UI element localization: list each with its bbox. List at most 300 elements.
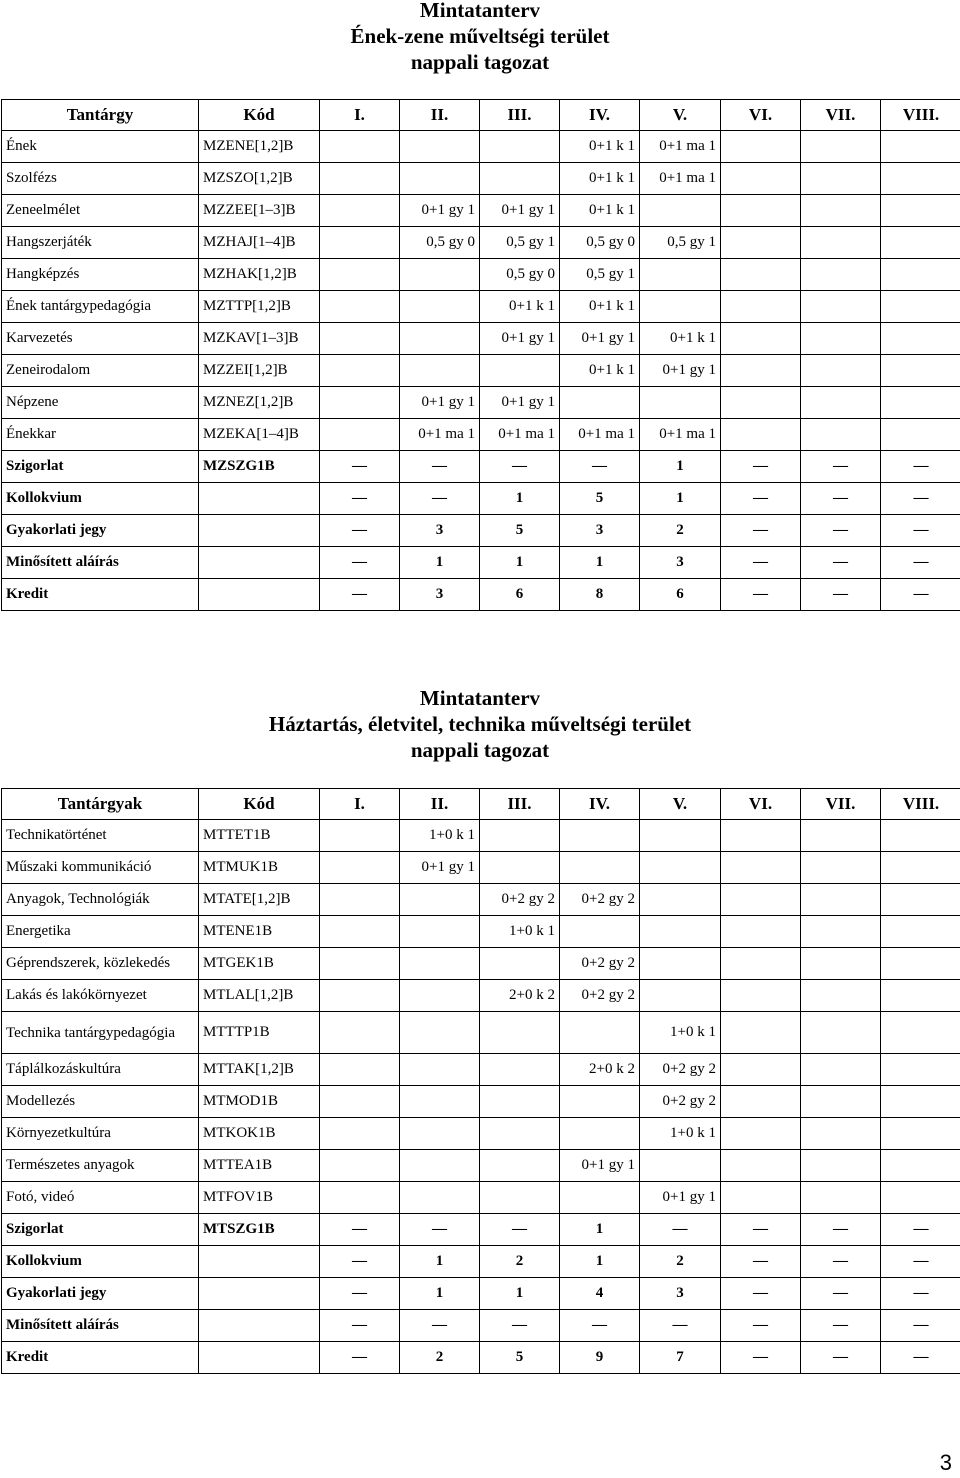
semester-cell	[801, 387, 881, 419]
semester-cell	[400, 1086, 480, 1118]
semester-cell	[320, 163, 400, 195]
semester-cell	[881, 419, 960, 451]
summary-label: Kollokvium	[2, 1246, 199, 1278]
table-row	[2, 355, 960, 387]
semester-cell	[640, 916, 721, 948]
semester-cell	[801, 259, 881, 291]
table-row	[2, 1012, 960, 1054]
semester-cell: 0+1 ma 1	[640, 419, 721, 451]
summary-value: —	[881, 451, 960, 483]
semester-cell: 0+1 gy 1	[560, 1150, 640, 1182]
semester-cell	[480, 1118, 560, 1150]
semester-cell	[320, 195, 400, 227]
section2-table	[1, 788, 960, 1374]
summary-value: —	[480, 1214, 560, 1246]
semester-cell: 1+0 k 1	[480, 916, 560, 948]
summary-code	[199, 515, 320, 547]
semester-cell	[801, 980, 881, 1012]
summary-code	[199, 547, 320, 579]
semester-cell	[721, 419, 801, 451]
semester-cell	[320, 852, 400, 884]
summary-row	[2, 483, 960, 515]
semester-cell: 0+1 ma 1	[640, 163, 721, 195]
semester-cell	[320, 259, 400, 291]
summary-value: —	[320, 579, 400, 611]
subject-name: Környezetkultúra	[2, 1118, 199, 1150]
column-header: II.	[400, 789, 480, 820]
semester-cell	[801, 1012, 881, 1054]
summary-code	[199, 1342, 320, 1374]
subject-code: MZTTP[1,2]B	[199, 291, 320, 323]
semester-cell	[400, 259, 480, 291]
semester-cell	[640, 820, 721, 852]
summary-value: 6	[640, 579, 721, 611]
subject-name: Természetes anyagok	[2, 1150, 199, 1182]
summary-value: 3	[640, 1278, 721, 1310]
summary-value: —	[721, 1246, 801, 1278]
summary-value: —	[320, 1342, 400, 1374]
semester-cell	[881, 355, 960, 387]
summary-value: —	[801, 1278, 881, 1310]
table-row	[2, 163, 960, 195]
section1-title	[0, 0, 960, 75]
summary-value: —	[881, 547, 960, 579]
semester-cell	[480, 1086, 560, 1118]
subject-name: Géprendszerek, közlekedés	[2, 948, 199, 980]
semester-cell: 0+2 gy 2	[560, 884, 640, 916]
summary-value: 2	[640, 1246, 721, 1278]
semester-cell	[881, 948, 960, 980]
summary-value: 5	[480, 1342, 560, 1374]
subject-name: Hangképzés	[2, 259, 199, 291]
semester-cell	[320, 1054, 400, 1086]
semester-cell	[801, 291, 881, 323]
summary-label: Gyakorlati jegy	[2, 515, 199, 547]
summary-value: —	[320, 451, 400, 483]
summary-value: —	[400, 1310, 480, 1342]
subject-name: Ének	[2, 131, 199, 163]
semester-cell	[400, 163, 480, 195]
semester-cell: 0+1 gy 1	[560, 323, 640, 355]
summary-label: Kredit	[2, 1342, 199, 1374]
summary-value: 1	[400, 1246, 480, 1278]
semester-cell	[320, 1118, 400, 1150]
summary-value: —	[721, 483, 801, 515]
semester-cell	[881, 259, 960, 291]
column-header: VI.	[721, 100, 801, 131]
semester-cell	[320, 387, 400, 419]
semester-cell	[801, 852, 881, 884]
semester-cell	[721, 980, 801, 1012]
column-header: II.	[400, 100, 480, 131]
semester-cell: 0+1 k 1	[640, 323, 721, 355]
summary-value: —	[320, 483, 400, 515]
summary-value: —	[721, 515, 801, 547]
semester-cell	[400, 1150, 480, 1182]
summary-value: 3	[400, 515, 480, 547]
summary-code	[199, 1246, 320, 1278]
semester-cell	[721, 820, 801, 852]
summary-value: 2	[480, 1246, 560, 1278]
semester-cell: 0+1 gy 1	[480, 387, 560, 419]
semester-cell	[801, 355, 881, 387]
column-header: VIII.	[881, 789, 960, 820]
summary-value: 5	[560, 483, 640, 515]
semester-cell	[320, 820, 400, 852]
summary-value: —	[320, 547, 400, 579]
summary-value: 1	[560, 1214, 640, 1246]
semester-cell	[801, 323, 881, 355]
column-header: III.	[480, 100, 560, 131]
semester-cell	[640, 884, 721, 916]
semester-cell	[400, 1118, 480, 1150]
summary-code	[199, 483, 320, 515]
section1-table	[1, 99, 960, 611]
summary-row	[2, 1342, 960, 1374]
semester-cell	[721, 291, 801, 323]
semester-cell	[881, 163, 960, 195]
summary-value: —	[881, 483, 960, 515]
summary-row	[2, 579, 960, 611]
semester-cell	[640, 948, 721, 980]
summary-value: —	[801, 451, 881, 483]
table-row	[2, 1086, 960, 1118]
subject-code: MTTAK[1,2]B	[199, 1054, 320, 1086]
section2-title-line: nappali tagozat	[410, 738, 550, 762]
summary-code: MZSZG1B	[199, 451, 320, 483]
summary-row	[2, 451, 960, 483]
semester-cell	[721, 387, 801, 419]
semester-cell: 0+2 gy 2	[640, 1054, 721, 1086]
summary-value: 1	[560, 1246, 640, 1278]
section2-title-line: Mintatanterv	[419, 686, 541, 710]
semester-cell: 0+1 gy 1	[400, 195, 480, 227]
semester-cell: 0+1 gy 1	[480, 323, 560, 355]
subject-code: MTKOK1B	[199, 1118, 320, 1150]
semester-cell	[721, 916, 801, 948]
section2-title-line: Háztartás, életvitel, technika műveltségi terület	[268, 712, 692, 736]
summary-code	[199, 1310, 320, 1342]
semester-cell: 0,5 gy 0	[400, 227, 480, 259]
summary-value: 3	[400, 579, 480, 611]
table-header-row	[2, 789, 960, 820]
subject-code: MTGEK1B	[199, 948, 320, 980]
summary-label: Szigorlat	[2, 451, 199, 483]
column-header: VI.	[721, 789, 801, 820]
subject-code: MTLAL[1,2]B	[199, 980, 320, 1012]
semester-cell	[560, 916, 640, 948]
summary-value: —	[721, 1342, 801, 1374]
semester-cell: 0+1 k 1	[560, 291, 640, 323]
semester-cell: 0+1 gy 1	[640, 355, 721, 387]
column-header: V.	[640, 789, 721, 820]
semester-cell	[881, 884, 960, 916]
semester-cell	[320, 131, 400, 163]
summary-value: —	[801, 579, 881, 611]
table-row	[2, 1118, 960, 1150]
semester-cell	[801, 948, 881, 980]
semester-cell	[801, 1118, 881, 1150]
page-number: 3	[939, 1450, 952, 1475]
table-row	[2, 1150, 960, 1182]
summary-value: 1	[640, 451, 721, 483]
semester-cell	[400, 323, 480, 355]
semester-cell	[320, 291, 400, 323]
semester-cell	[480, 820, 560, 852]
summary-value: —	[320, 1214, 400, 1246]
semester-cell	[320, 1012, 400, 1054]
semester-cell	[480, 1182, 560, 1214]
semester-cell: 1+0 k 1	[400, 820, 480, 852]
summary-value: —	[721, 1278, 801, 1310]
semester-cell	[640, 387, 721, 419]
semester-cell: 0+1 ma 1	[560, 419, 640, 451]
semester-cell	[560, 387, 640, 419]
summary-value: —	[881, 1246, 960, 1278]
summary-value: 6	[480, 579, 560, 611]
semester-cell	[640, 291, 721, 323]
semester-cell: 0,5 gy 0	[480, 259, 560, 291]
semester-cell	[881, 195, 960, 227]
semester-cell	[881, 1054, 960, 1086]
semester-cell	[640, 259, 721, 291]
subject-name: Műszaki kommunikáció	[2, 852, 199, 884]
column-header: IV.	[560, 100, 640, 131]
semester-cell	[801, 1182, 881, 1214]
semester-cell	[320, 355, 400, 387]
subject-name: Energetika	[2, 916, 199, 948]
summary-row	[2, 1214, 960, 1246]
summary-value: —	[480, 1310, 560, 1342]
semester-cell	[721, 852, 801, 884]
semester-cell	[881, 1150, 960, 1182]
semester-cell	[560, 1086, 640, 1118]
semester-cell	[400, 980, 480, 1012]
semester-cell	[881, 852, 960, 884]
summary-code: MTSZG1B	[199, 1214, 320, 1246]
semester-cell	[881, 1118, 960, 1150]
table-row	[2, 291, 960, 323]
summary-row	[2, 1246, 960, 1278]
semester-cell	[640, 980, 721, 1012]
semester-cell	[480, 1150, 560, 1182]
semester-cell	[881, 1012, 960, 1054]
semester-cell	[881, 291, 960, 323]
semester-cell	[400, 916, 480, 948]
summary-value: —	[640, 1214, 721, 1246]
semester-cell: 0+1 gy 1	[640, 1182, 721, 1214]
summary-value: —	[400, 451, 480, 483]
subject-code: MZZEI[1,2]B	[199, 355, 320, 387]
semester-cell	[480, 852, 560, 884]
summary-value: —	[480, 451, 560, 483]
semester-cell	[881, 820, 960, 852]
semester-cell	[721, 227, 801, 259]
summary-value: —	[400, 1214, 480, 1246]
semester-cell	[320, 419, 400, 451]
summary-value: —	[320, 1278, 400, 1310]
semester-cell: 0+2 gy 2	[560, 948, 640, 980]
semester-cell	[320, 884, 400, 916]
summary-value: —	[801, 1342, 881, 1374]
section1-title-line: nappali tagozat	[410, 50, 550, 74]
table-row	[2, 884, 960, 916]
summary-value: —	[881, 1310, 960, 1342]
summary-value: —	[560, 1310, 640, 1342]
summary-value: 2	[640, 515, 721, 547]
subject-name: Karvezetés	[2, 323, 199, 355]
semester-cell	[320, 1150, 400, 1182]
subject-code: MZHAJ[1–4]B	[199, 227, 320, 259]
subject-code: MZSZO[1,2]B	[199, 163, 320, 195]
semester-cell	[801, 1150, 881, 1182]
semester-cell	[400, 131, 480, 163]
summary-row	[2, 1278, 960, 1310]
table-row	[2, 227, 960, 259]
summary-value: 4	[560, 1278, 640, 1310]
semester-cell	[560, 1182, 640, 1214]
semester-cell	[881, 980, 960, 1012]
subject-name: Zeneirodalom	[2, 355, 199, 387]
summary-code	[199, 579, 320, 611]
summary-value: 5	[480, 515, 560, 547]
column-header: Tantárgyak	[2, 789, 199, 820]
subject-name: Táplálkozáskultúra	[2, 1054, 199, 1086]
table-row	[2, 980, 960, 1012]
summary-value: —	[560, 451, 640, 483]
semester-cell	[480, 355, 560, 387]
semester-cell	[560, 1118, 640, 1150]
column-header: VII.	[801, 789, 881, 820]
table-header-row	[2, 100, 960, 131]
semester-cell	[721, 195, 801, 227]
section1-title-line: Ének-zene műveltségi terület	[350, 24, 610, 48]
subject-code: MTMUK1B	[199, 852, 320, 884]
table-row	[2, 1054, 960, 1086]
summary-label: Minősített aláírás	[2, 1310, 199, 1342]
semester-cell	[721, 355, 801, 387]
semester-cell: 0+1 ma 1	[400, 419, 480, 451]
semester-cell	[640, 1150, 721, 1182]
column-header: III.	[480, 789, 560, 820]
semester-cell: 2+0 k 2	[480, 980, 560, 1012]
column-header: IV.	[560, 789, 640, 820]
summary-label: Kollokvium	[2, 483, 199, 515]
subject-code: MTENE1B	[199, 916, 320, 948]
summary-value: —	[801, 515, 881, 547]
summary-row	[2, 1310, 960, 1342]
summary-value: —	[721, 451, 801, 483]
semester-cell: 0+1 gy 1	[480, 195, 560, 227]
summary-value: —	[801, 547, 881, 579]
semester-cell	[881, 1182, 960, 1214]
semester-cell	[801, 1054, 881, 1086]
semester-cell	[881, 227, 960, 259]
summary-value: 1	[480, 1278, 560, 1310]
semester-cell	[801, 195, 881, 227]
summary-value: 3	[560, 515, 640, 547]
table-row	[2, 195, 960, 227]
semester-cell	[320, 948, 400, 980]
semester-cell: 0+1 ma 1	[480, 419, 560, 451]
semester-cell: 0+2 gy 2	[480, 884, 560, 916]
summary-value: 1	[560, 547, 640, 579]
summary-value: 8	[560, 579, 640, 611]
semester-cell	[801, 916, 881, 948]
semester-cell	[320, 227, 400, 259]
subject-code: MTTEA1B	[199, 1150, 320, 1182]
summary-value: 1	[480, 547, 560, 579]
semester-cell	[640, 195, 721, 227]
semester-cell	[801, 884, 881, 916]
semester-cell	[721, 884, 801, 916]
summary-value: 2	[400, 1342, 480, 1374]
semester-cell	[480, 163, 560, 195]
semester-cell	[480, 948, 560, 980]
semester-cell	[881, 916, 960, 948]
subject-name: Anyagok, Technológiák	[2, 884, 199, 916]
semester-cell	[560, 1012, 640, 1054]
subject-code: MTFOV1B	[199, 1182, 320, 1214]
summary-value: —	[400, 483, 480, 515]
semester-cell	[721, 323, 801, 355]
semester-cell	[721, 1054, 801, 1086]
semester-cell	[801, 1086, 881, 1118]
semester-cell	[721, 259, 801, 291]
table-row	[2, 387, 960, 419]
subject-name: Ének tantárgypedagógia	[2, 291, 199, 323]
semester-cell	[881, 323, 960, 355]
semester-cell	[560, 820, 640, 852]
semester-cell	[400, 884, 480, 916]
subject-name: Fotó, videó	[2, 1182, 199, 1214]
summary-value: —	[801, 1214, 881, 1246]
summary-value: —	[721, 547, 801, 579]
semester-cell	[320, 916, 400, 948]
semester-cell	[721, 1150, 801, 1182]
summary-value: —	[881, 579, 960, 611]
summary-value: —	[801, 483, 881, 515]
summary-value: —	[801, 1310, 881, 1342]
semester-cell	[640, 852, 721, 884]
semester-cell: 0+1 ma 1	[640, 131, 721, 163]
summary-value: —	[320, 1310, 400, 1342]
subject-code: MZENE[1,2]B	[199, 131, 320, 163]
table-row	[2, 131, 960, 163]
semester-cell: 1+0 k 1	[640, 1118, 721, 1150]
subject-name: Szolfézs	[2, 163, 199, 195]
semester-cell	[721, 948, 801, 980]
semester-cell: 0+1 k 1	[560, 131, 640, 163]
subject-code: MTATE[1,2]B	[199, 884, 320, 916]
semester-cell	[320, 1086, 400, 1118]
subject-name: Hangszerjáték	[2, 227, 199, 259]
column-header: VII.	[801, 100, 881, 131]
table-row	[2, 948, 960, 980]
semester-cell	[881, 387, 960, 419]
semester-cell	[721, 1086, 801, 1118]
summary-value: —	[320, 515, 400, 547]
semester-cell	[320, 1182, 400, 1214]
subject-code: MTMOD1B	[199, 1086, 320, 1118]
semester-cell: 0+1 k 1	[560, 163, 640, 195]
semester-cell: 1+0 k 1	[640, 1012, 721, 1054]
section1-title-line: Mintatanterv	[419, 0, 541, 22]
column-header: Kód	[199, 789, 320, 820]
subject-code: MZNEZ[1,2]B	[199, 387, 320, 419]
subject-name: Népzene	[2, 387, 199, 419]
table-row	[2, 419, 960, 451]
